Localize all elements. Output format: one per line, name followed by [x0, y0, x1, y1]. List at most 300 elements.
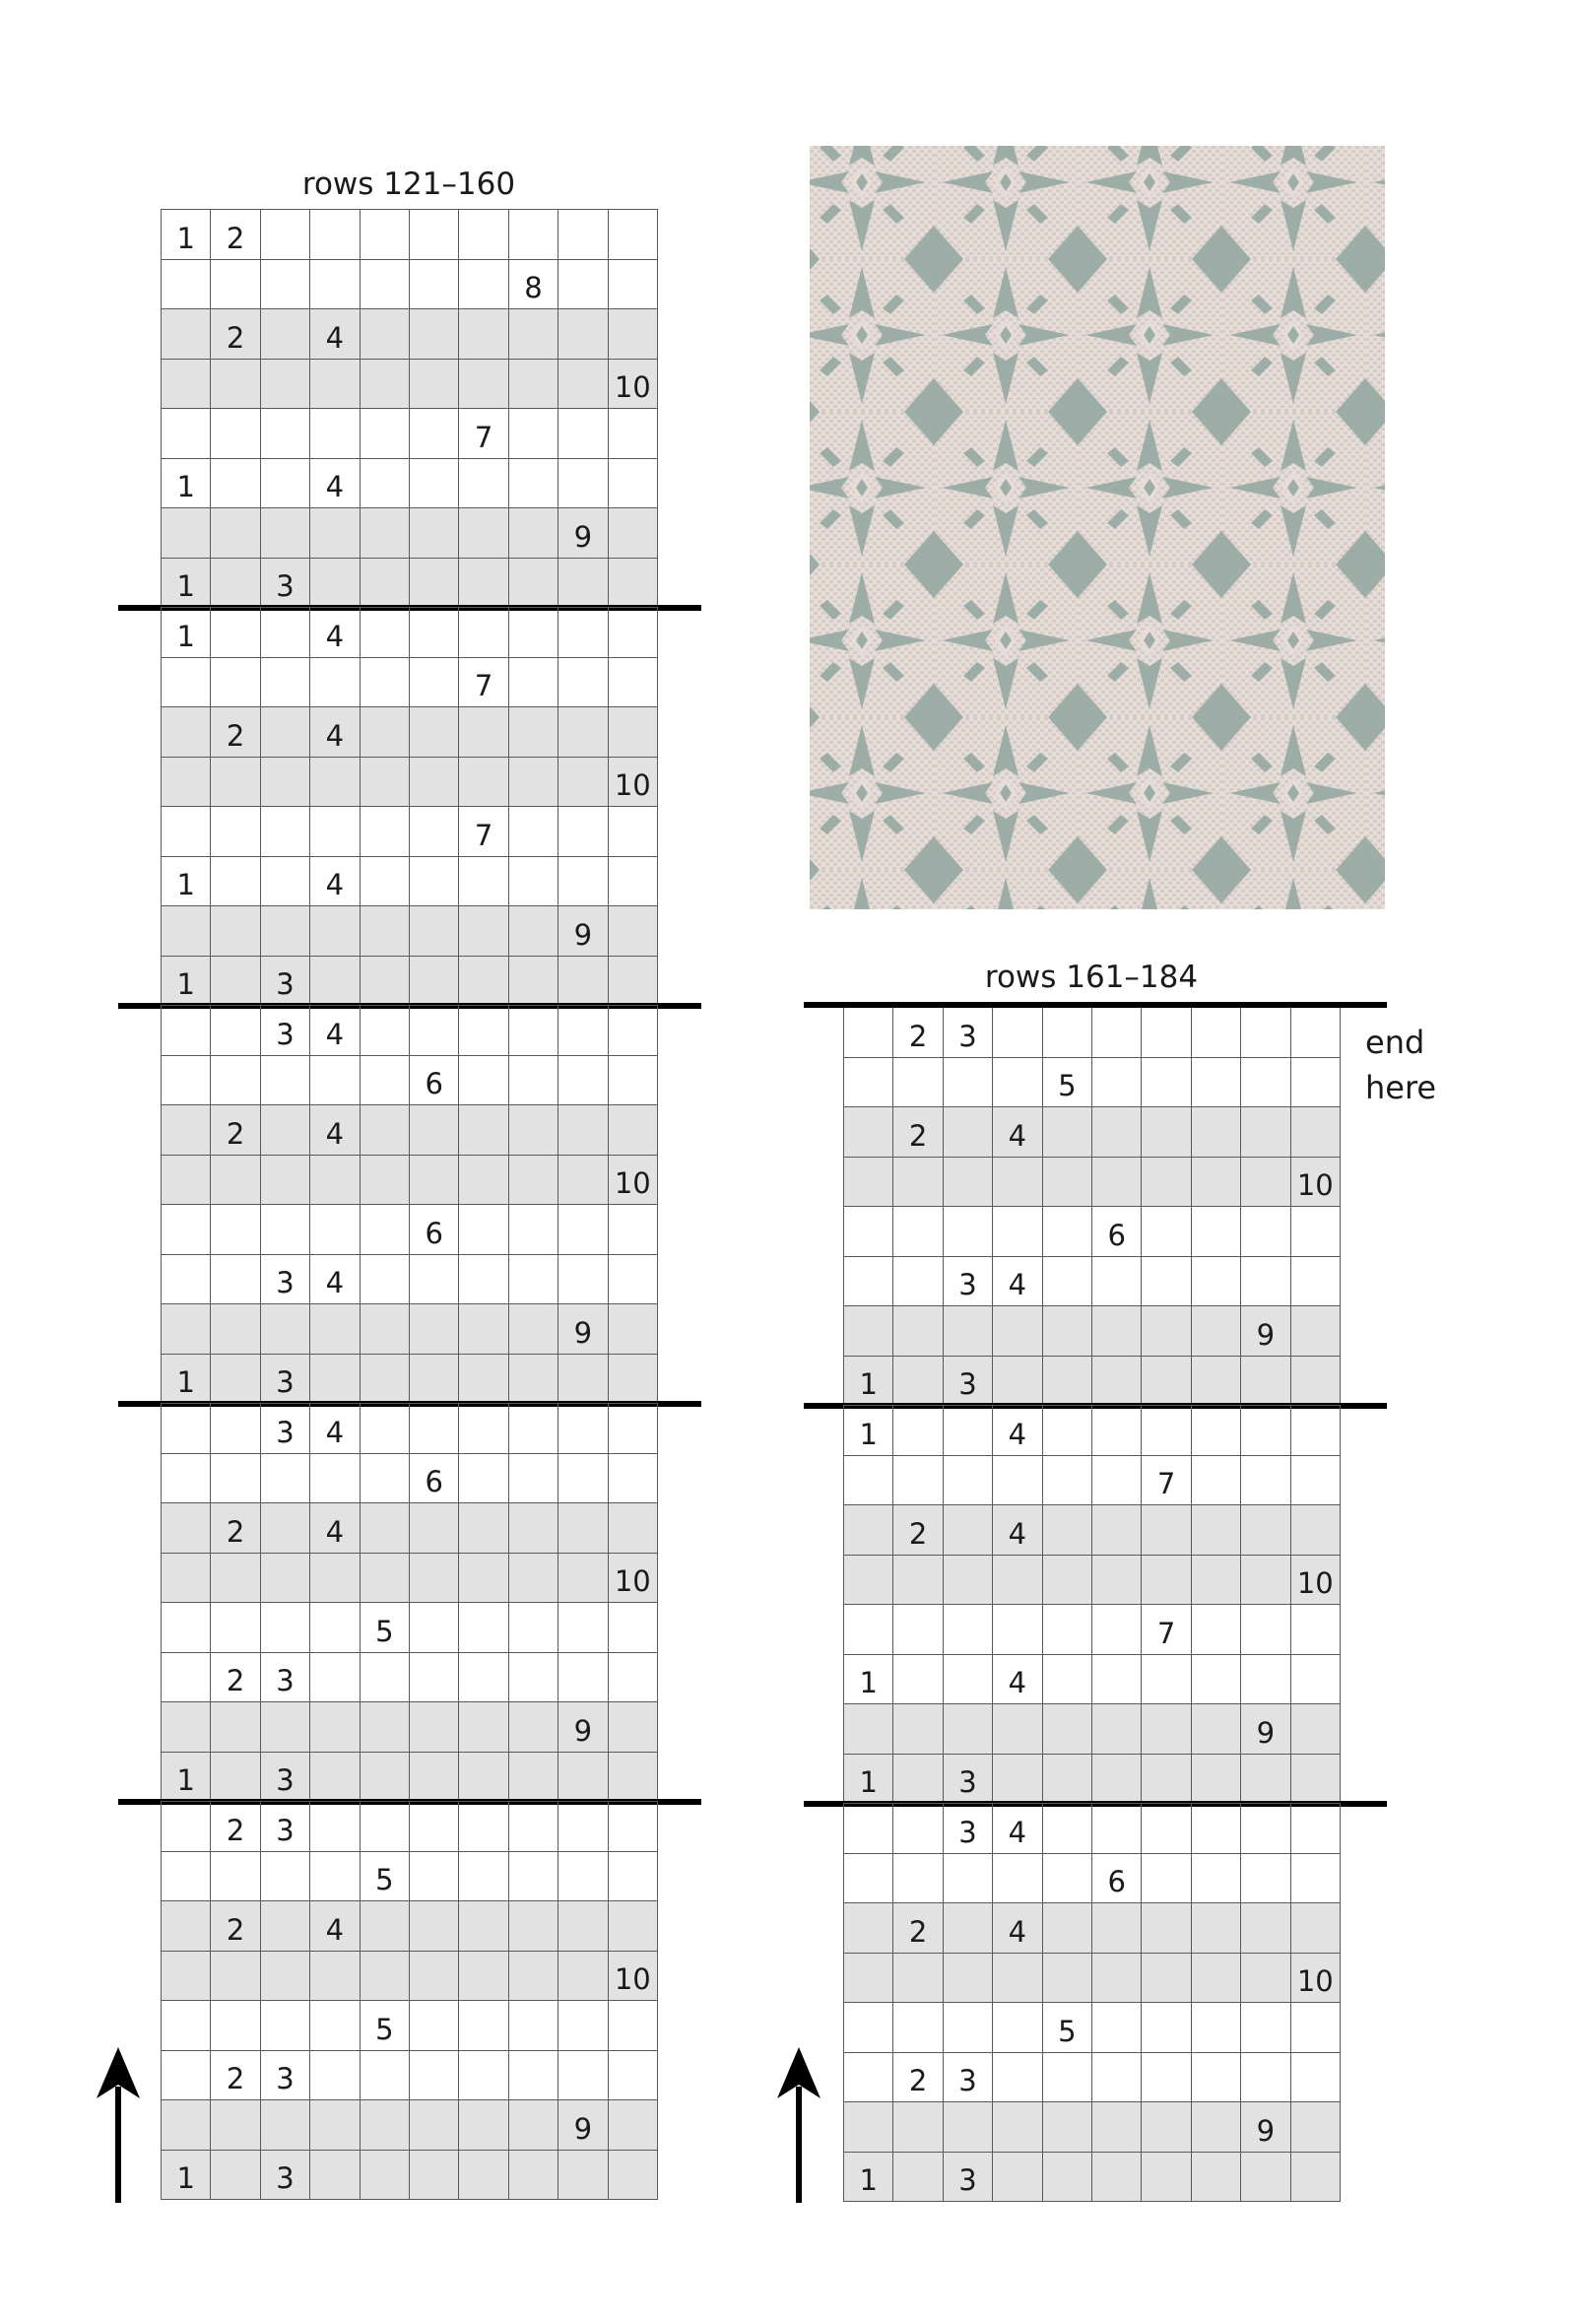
right-cell — [843, 1555, 893, 1606]
right-cell — [1191, 1455, 1241, 1506]
left-cell — [360, 706, 410, 758]
right-cell — [1091, 2101, 1142, 2153]
right-cell — [1042, 1106, 1092, 1158]
left-cell — [210, 1602, 260, 1653]
left-cell — [260, 2099, 310, 2151]
left-cell — [409, 1652, 459, 1703]
left-cell — [608, 2050, 658, 2101]
left-cell — [360, 1900, 410, 1952]
right-cell — [992, 1703, 1042, 1755]
left-cell — [161, 1453, 211, 1504]
right-cell — [1141, 2101, 1191, 2153]
left-cell — [409, 458, 459, 509]
right-cell — [1141, 2152, 1191, 2203]
left-cell — [210, 2150, 260, 2201]
left-cell — [161, 1254, 211, 1305]
left-cell: 9 — [558, 2099, 608, 2151]
right-cell — [1091, 1803, 1142, 1854]
left-cell — [360, 1155, 410, 1206]
left-cell — [309, 1801, 360, 1852]
right-cell — [1240, 1803, 1290, 1854]
right-cell — [892, 2152, 943, 2203]
left-cell — [309, 2150, 360, 2201]
right-cell — [1191, 1305, 1241, 1357]
right-cell: 1 — [843, 1405, 893, 1456]
left-cell: 1 — [161, 458, 211, 509]
left-cell — [210, 1403, 260, 1454]
left-cell — [458, 1752, 508, 1803]
right-cell — [1091, 1007, 1142, 1058]
left-cell — [409, 558, 459, 609]
right-cell: 2 — [892, 2052, 943, 2103]
left-cell — [360, 1303, 410, 1355]
right-cell — [992, 1555, 1042, 1606]
left-cell: 4 — [309, 1502, 360, 1554]
right-cell — [1290, 1256, 1341, 1307]
left-cell — [161, 1502, 211, 1554]
left-cell — [608, 905, 658, 957]
right-cell — [892, 1754, 943, 1805]
right-cell: 4 — [992, 1405, 1042, 1456]
left-cell — [558, 1652, 608, 1703]
right-cell — [1240, 1405, 1290, 1456]
left-cell — [558, 458, 608, 509]
left-cell — [161, 1055, 211, 1106]
right-cell — [1191, 1504, 1241, 1556]
left-cell — [360, 458, 410, 509]
left-cell: 10 — [608, 757, 658, 808]
right-cell: 6 — [1091, 1206, 1142, 1257]
right-cell — [943, 1305, 993, 1357]
left-cell — [608, 1701, 658, 1753]
right-cell — [843, 1604, 893, 1655]
right-cell — [1290, 1604, 1341, 1655]
right-cell — [1191, 2152, 1241, 2203]
right-cell: 9 — [1240, 2101, 1290, 2153]
left-cell — [458, 1951, 508, 2002]
right-cell — [843, 1504, 893, 1556]
right-cell: 9 — [1240, 1703, 1290, 1755]
left-cell — [458, 259, 508, 310]
left-cell — [260, 757, 310, 808]
right-cell: 3 — [943, 1754, 993, 1805]
left-cell — [360, 1951, 410, 2002]
left-cell: 5 — [360, 2000, 410, 2051]
left-cell: 4 — [309, 856, 360, 907]
left-cell — [409, 757, 459, 808]
right-cell — [1290, 1754, 1341, 1805]
left-cell — [360, 905, 410, 957]
right-cell — [1240, 1504, 1290, 1556]
right-cell — [1240, 1754, 1290, 1805]
right-cell — [1141, 2002, 1191, 2053]
right-cell — [1042, 1853, 1092, 1904]
right-cell — [992, 1057, 1042, 1108]
right-cell — [1240, 1953, 1290, 2004]
left-cell: 4 — [309, 1005, 360, 1056]
right-cell — [1042, 1157, 1092, 1208]
left-cell — [558, 1900, 608, 1952]
left-cell — [210, 905, 260, 957]
left-cell — [458, 1104, 508, 1156]
left-cell — [210, 359, 260, 410]
right-cell: 4 — [992, 1106, 1042, 1158]
left-cell: 2 — [210, 308, 260, 360]
left-cell — [608, 308, 658, 360]
right-cell — [1191, 1703, 1241, 1755]
left-cell — [558, 657, 608, 708]
up-arrow-icon — [95, 2047, 142, 2203]
left-cell — [210, 507, 260, 559]
left-cell — [558, 209, 608, 260]
left-cell — [458, 2050, 508, 2101]
left-cell — [309, 956, 360, 1007]
left-cell — [309, 2000, 360, 2051]
left-cell — [409, 1553, 459, 1604]
right-cell — [1240, 1356, 1290, 1407]
left-cell — [508, 905, 558, 957]
left-cell — [558, 806, 608, 857]
left-cell: 4 — [309, 1254, 360, 1305]
right-cell — [943, 1604, 993, 1655]
left-cell — [309, 1453, 360, 1504]
left-cell — [508, 706, 558, 758]
right-cell — [1191, 2101, 1241, 2153]
right-cell — [843, 1007, 893, 1058]
left-cell — [309, 1752, 360, 1803]
left-cell — [409, 259, 459, 310]
left-cell — [360, 558, 410, 609]
right-cell: 10 — [1290, 1555, 1341, 1606]
left-cell — [409, 1701, 459, 1753]
right-cell — [1141, 1953, 1191, 2004]
right-cell — [843, 2052, 893, 2103]
left-cell: 8 — [508, 259, 558, 310]
right-cell — [892, 1654, 943, 1705]
right-cell: 2 — [892, 1106, 943, 1158]
right-cell — [943, 1654, 993, 1705]
left-threading-grid — [161, 209, 657, 2199]
left-cell — [409, 1752, 459, 1803]
right-cell: 1 — [843, 1654, 893, 1705]
left-cell — [360, 956, 410, 1007]
left-cell — [260, 1900, 310, 1952]
right-cell — [1191, 1953, 1241, 2004]
right-cell — [1240, 1555, 1290, 1606]
right-cell — [1191, 1356, 1241, 1407]
right-cell — [992, 2052, 1042, 2103]
left-cell: 2 — [210, 1652, 260, 1703]
left-cell — [558, 1155, 608, 1206]
left-cell — [458, 1354, 508, 1405]
left-cell — [508, 1502, 558, 1554]
right-cell — [992, 1305, 1042, 1357]
left-cell — [260, 1104, 310, 1156]
left-cell — [608, 1652, 658, 1703]
left-cell — [458, 558, 508, 609]
right-cell — [943, 1703, 993, 1755]
right-cell — [892, 1604, 943, 1655]
left-cell — [409, 2050, 459, 2101]
right-cell — [892, 1157, 943, 1208]
left-cell — [409, 2000, 459, 2051]
left-cell — [210, 1453, 260, 1504]
left-cell — [309, 2099, 360, 2151]
left-cell — [458, 1453, 508, 1504]
left-cell: 1 — [161, 558, 211, 609]
right-cell — [1240, 1853, 1290, 1904]
left-cell — [161, 2099, 211, 2151]
left-cell: 4 — [309, 706, 360, 758]
left-cell — [508, 1602, 558, 1653]
right-cell — [1042, 1504, 1092, 1556]
right-cell — [1240, 1604, 1290, 1655]
left-cell — [558, 1354, 608, 1405]
right-cell — [992, 1157, 1042, 1208]
left-cell — [558, 706, 608, 758]
left-cell — [558, 1055, 608, 1106]
left-cell: 3 — [260, 956, 310, 1007]
end-here-note — [1365, 1020, 1436, 1110]
left-cell — [161, 359, 211, 410]
left-cell — [608, 1851, 658, 1902]
right-cell — [1191, 1604, 1241, 1655]
left-cell — [608, 1254, 658, 1305]
right-cell: 4 — [992, 1256, 1042, 1307]
right-cell: 3 — [943, 1803, 993, 1854]
left-cell — [360, 1701, 410, 1753]
left-cell — [210, 1303, 260, 1355]
right-cell — [1240, 1256, 1290, 1307]
right-cell — [1042, 1356, 1092, 1407]
right-cell — [943, 2101, 993, 2153]
right-cell — [992, 2002, 1042, 2053]
right-cell — [892, 1803, 943, 1854]
left-cell — [508, 956, 558, 1007]
left-cell — [608, 956, 658, 1007]
right-cell — [892, 1853, 943, 1904]
left-cell — [458, 1701, 508, 1753]
right-cell — [1091, 1157, 1142, 1208]
left-cell: 3 — [260, 2050, 310, 2101]
left-cell — [608, 706, 658, 758]
right-cell — [892, 1356, 943, 1407]
left-cell — [360, 308, 410, 360]
left-cell: 10 — [608, 1553, 658, 1604]
left-cell — [161, 1553, 211, 1604]
left-cell — [260, 905, 310, 957]
left-cell — [608, 607, 658, 658]
right-cell — [1042, 1305, 1092, 1357]
left-cell — [260, 1055, 310, 1106]
left-cell — [558, 1403, 608, 1454]
left-cell — [260, 1502, 310, 1554]
right-cell — [1141, 1256, 1191, 1307]
right-cell — [1042, 1902, 1092, 1954]
left-cell: 7 — [458, 657, 508, 708]
left-cell — [558, 259, 608, 310]
left-cell — [608, 558, 658, 609]
left-cell — [458, 1502, 508, 1554]
left-cell: 3 — [260, 1005, 310, 1056]
left-cell — [458, 359, 508, 410]
left-cell — [210, 2099, 260, 2151]
left-cell — [360, 1055, 410, 1106]
right-chart-title: rows 161–184 — [984, 960, 1199, 995]
right-cell — [1091, 1703, 1142, 1755]
left-cell — [508, 1701, 558, 1753]
right-cell — [1091, 1754, 1142, 1805]
left-cell — [260, 209, 310, 260]
right-cell: 4 — [992, 1902, 1042, 1954]
right-cell — [1091, 1455, 1142, 1506]
left-cell: 10 — [608, 1951, 658, 2002]
left-cell: 1 — [161, 1354, 211, 1405]
left-cell — [458, 1055, 508, 1106]
left-cell — [558, 1801, 608, 1852]
left-cell — [210, 1701, 260, 1753]
right-cell: 7 — [1141, 1455, 1191, 1506]
left-cell — [608, 1403, 658, 1454]
right-cell: 9 — [1240, 1305, 1290, 1357]
right-cell — [892, 1405, 943, 1456]
right-cell: 10 — [1290, 1157, 1341, 1208]
left-cell — [210, 757, 260, 808]
left-cell — [409, 706, 459, 758]
right-cell — [1240, 2152, 1290, 2203]
right-cell — [1141, 1803, 1191, 1854]
right-cell: 4 — [992, 1803, 1042, 1854]
left-cell — [458, 1254, 508, 1305]
left-cell — [508, 1104, 558, 1156]
left-cell — [608, 1204, 658, 1255]
left-cell — [360, 1801, 410, 1852]
left-cell — [260, 1155, 310, 1206]
left-cell — [458, 209, 508, 260]
right-cell — [1042, 1803, 1092, 1854]
left-cell — [558, 1851, 608, 1902]
left-cell — [260, 1303, 310, 1355]
right-cell — [1091, 1057, 1142, 1108]
left-cell — [210, 2000, 260, 2051]
left-cell: 10 — [608, 359, 658, 410]
left-cell — [309, 1602, 360, 1653]
left-cell — [558, 607, 608, 658]
right-cell — [1091, 2152, 1142, 2203]
right-cell: 3 — [943, 1256, 993, 1307]
left-cell — [508, 1453, 558, 1504]
left-cell — [409, 1851, 459, 1902]
left-cell — [608, 1005, 658, 1056]
left-cell — [409, 1602, 459, 1653]
right-cell — [1290, 1007, 1341, 1058]
right-cell — [1191, 1902, 1241, 1954]
left-cell — [608, 2150, 658, 2201]
right-cell — [1290, 2052, 1341, 2103]
left-cell — [608, 1752, 658, 1803]
left-cell — [260, 1701, 310, 1753]
left-cell — [309, 657, 360, 708]
left-cell — [161, 806, 211, 857]
left-cell — [260, 1851, 310, 1902]
left-cell — [409, 657, 459, 708]
right-cell — [943, 1057, 993, 1108]
left-cell — [558, 308, 608, 360]
left-cell: 7 — [458, 408, 508, 459]
left-cell — [161, 657, 211, 708]
left-cell — [210, 1951, 260, 2002]
left-cell — [360, 1204, 410, 1255]
left-cell — [458, 1801, 508, 1852]
left-cell — [508, 308, 558, 360]
end-note-line-2: here — [1365, 1069, 1437, 1106]
left-cell — [558, 1453, 608, 1504]
left-cell: 5 — [360, 1602, 410, 1653]
left-cell — [608, 259, 658, 310]
left-cell: 3 — [260, 1801, 310, 1852]
left-cell — [360, 359, 410, 410]
left-cell — [558, 2000, 608, 2051]
right-cell — [1240, 2052, 1290, 2103]
left-cell — [210, 1204, 260, 1255]
up-arrow-icon — [775, 2047, 822, 2203]
left-cell — [508, 458, 558, 509]
left-cell — [210, 1553, 260, 1604]
left-cell — [309, 209, 360, 260]
right-cell — [1240, 1057, 1290, 1108]
right-cell — [1290, 1703, 1341, 1755]
left-cell — [608, 458, 658, 509]
left-cell — [508, 2000, 558, 2051]
left-cell — [161, 408, 211, 459]
left-cell — [309, 1055, 360, 1106]
left-cell — [309, 558, 360, 609]
right-cell: 2 — [892, 1902, 943, 1954]
right-cell — [1042, 1555, 1092, 1606]
left-cell — [260, 308, 310, 360]
left-cell — [558, 359, 608, 410]
right-cell — [943, 1455, 993, 1506]
right-cell — [1042, 1654, 1092, 1705]
left-cell — [161, 905, 211, 957]
left-cell — [508, 1204, 558, 1255]
right-cell — [843, 1803, 893, 1854]
right-cell — [943, 2002, 993, 2053]
left-cell: 5 — [360, 1851, 410, 1902]
left-cell: 2 — [210, 209, 260, 260]
left-cell — [458, 2099, 508, 2151]
left-cell — [161, 1851, 211, 1902]
left-cell: 3 — [260, 1354, 310, 1405]
left-cell — [608, 507, 658, 559]
left-cell — [309, 408, 360, 459]
left-cell — [409, 1403, 459, 1454]
left-cell — [508, 856, 558, 907]
right-cell: 2 — [892, 1007, 943, 1058]
right-cell — [1290, 1305, 1341, 1357]
left-cell — [608, 1453, 658, 1504]
left-chart-title: rows 121–160 — [301, 166, 516, 202]
right-cell — [1191, 1157, 1241, 1208]
left-cell — [309, 1851, 360, 1902]
left-cell — [558, 956, 608, 1007]
right-cell: 3 — [943, 1007, 993, 1058]
left-cell — [409, 1303, 459, 1355]
right-cell — [1091, 1356, 1142, 1407]
left-cell — [360, 757, 410, 808]
left-cell — [458, 956, 508, 1007]
left-cell — [360, 1005, 410, 1056]
